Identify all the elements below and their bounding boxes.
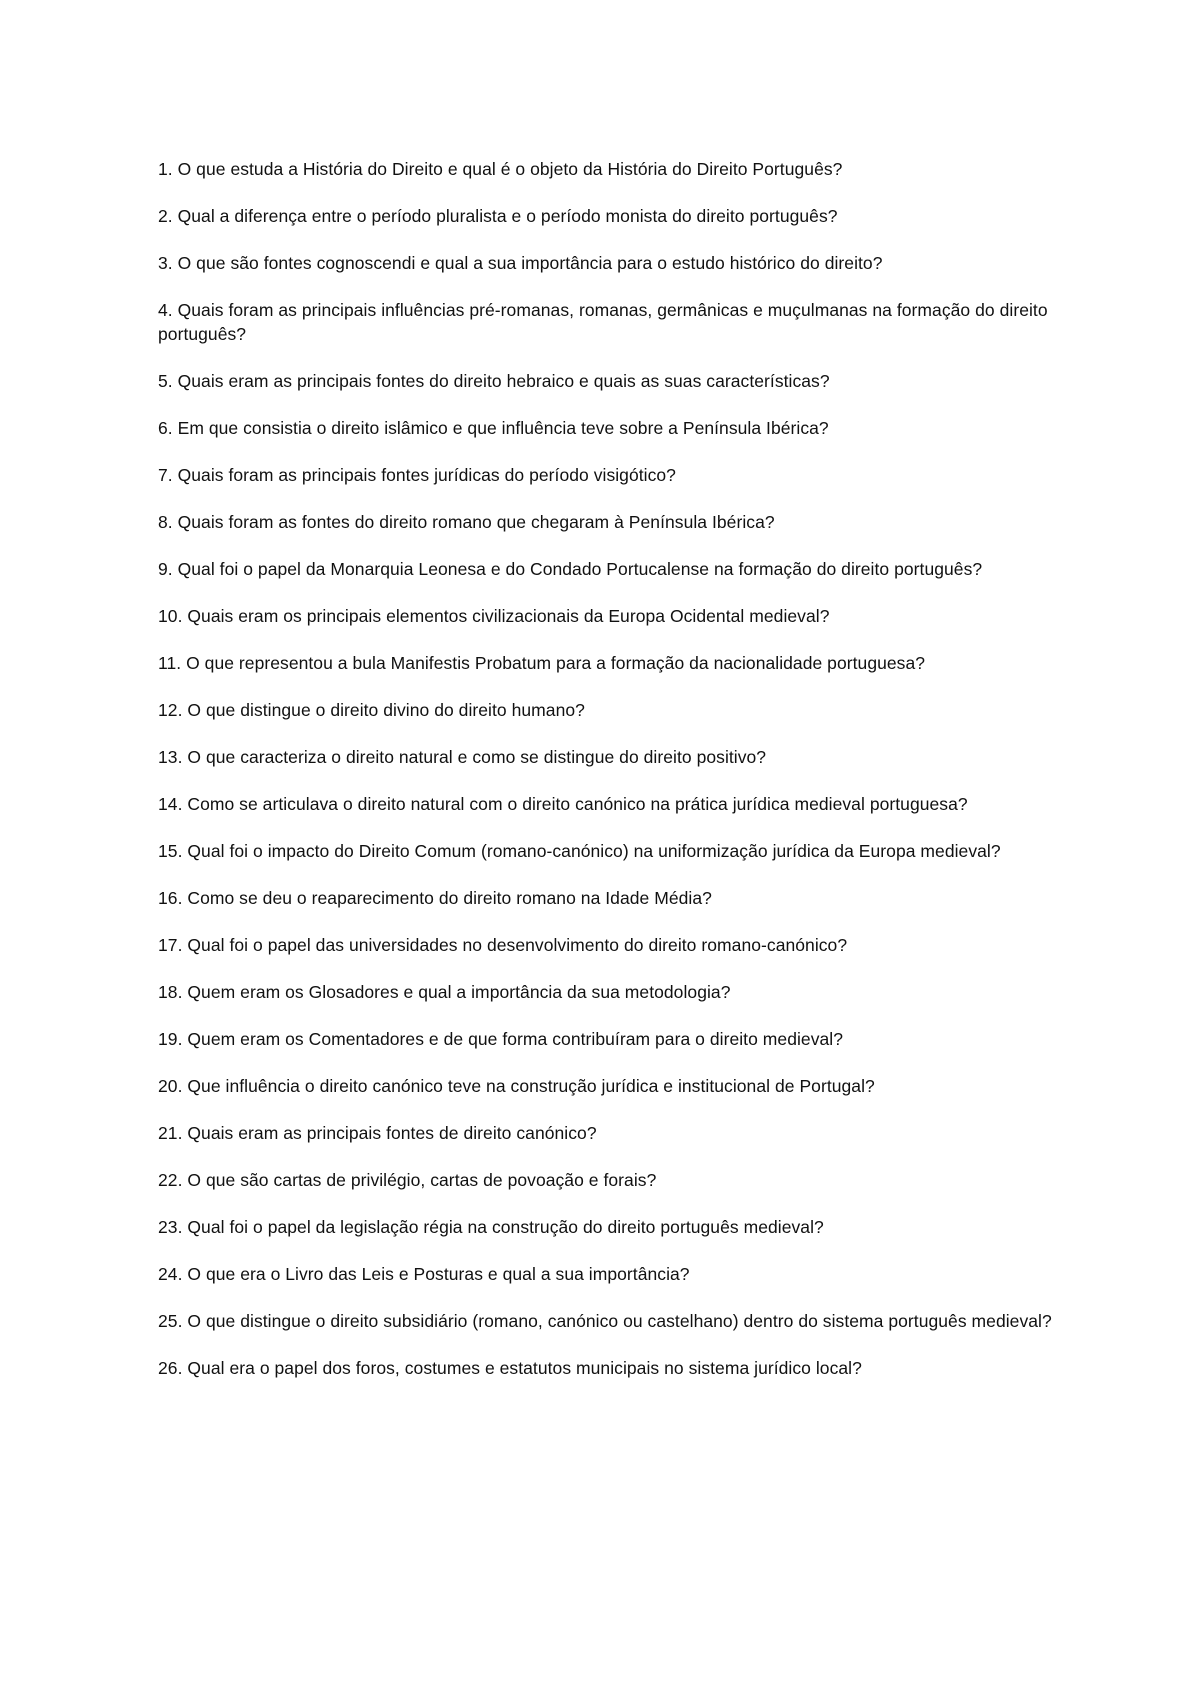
question-item: 17. Qual foi o papel das universidades no desenvolvimento do direito romano-canónico?	[158, 935, 848, 955]
question-item: 9. Qual foi o papel da Monarquia Leonesa e do Condado Portucalense na formação do direito português?	[158, 559, 983, 579]
question-item: 25. O que distingue o direito subsidiário (romano, canónico ou castelhano) dentro do sistema português medieval?	[158, 1311, 1052, 1331]
question-item: 3. O que são fontes cognoscendi e qual a sua importância para o estudo histórico do direito?	[158, 253, 883, 273]
question-item: 8. Quais foram as fontes do direito romano que chegaram à Península Ibérica?	[158, 512, 775, 532]
question-item: 6. Em que consistia o direito islâmico e que influência teve sobre a Península Ibérica?	[158, 418, 829, 438]
question-item: 21. Quais eram as principais fontes de direito canónico?	[158, 1123, 597, 1143]
question-item: 7. Quais foram as principais fontes jurídicas do período visigótico?	[158, 465, 676, 485]
question-item: 23. Qual foi o papel da legislação régia na construção do direito português medieval?	[158, 1217, 824, 1237]
question-item: 20. Que influência o direito canónico teve na construção jurídica e institucional de Portugal?	[158, 1076, 875, 1096]
question-item: 18. Quem eram os Glosadores e qual a importância da sua metodologia?	[158, 982, 731, 1002]
question-item: 5. Quais eram as principais fontes do direito hebraico e quais as suas características?	[158, 371, 830, 391]
question-item: 10. Quais eram os principais elementos civilizacionais da Europa Ocidental medieval?	[158, 606, 830, 626]
question-item: 1. O que estuda a História do Direito e qual é o objeto da História do Direito Português?	[158, 159, 843, 179]
question-item: 24. O que era o Livro das Leis e Posturas e qual a sua importância?	[158, 1264, 690, 1284]
question-item: 2. Qual a diferença entre o período pluralista e o período monista do direito português?	[158, 206, 838, 226]
question-item: 16. Como se deu o reaparecimento do direito romano na Idade Média?	[158, 888, 712, 908]
question-item: 22. O que são cartas de privilégio, cartas de povoação e forais?	[158, 1170, 657, 1190]
question-item: 19. Quem eram os Comentadores e de que forma contribuíram para o direito medieval?	[158, 1029, 844, 1049]
question-item: 4. Quais foram as principais influências pré-romanas, romanas, germânicas e muçulmanas na formação do direito português?	[158, 300, 1048, 344]
question-item: 26. Qual era o papel dos foros, costumes e estatutos municipais no sistema jurídico local?	[158, 1358, 862, 1378]
question-item: 15. Qual foi o impacto do Direito Comum (romano-canónico) na uniformização jurídica da Europa medieval?	[158, 841, 1001, 861]
question-item: 13. O que caracteriza o direito natural e como se distingue do direito positivo?	[158, 747, 767, 767]
question-item: 11. O que representou a bula Manifestis Probatum para a formação da nacionalidade portuguesa?	[158, 653, 926, 673]
question-item: 12. O que distingue o direito divino do direito humano?	[158, 700, 585, 720]
question-list	[158, 157, 1058, 1403]
question-item: 14. Como se articulava o direito natural com o direito canónico na prática jurídica medieval portuguesa?	[158, 794, 968, 814]
